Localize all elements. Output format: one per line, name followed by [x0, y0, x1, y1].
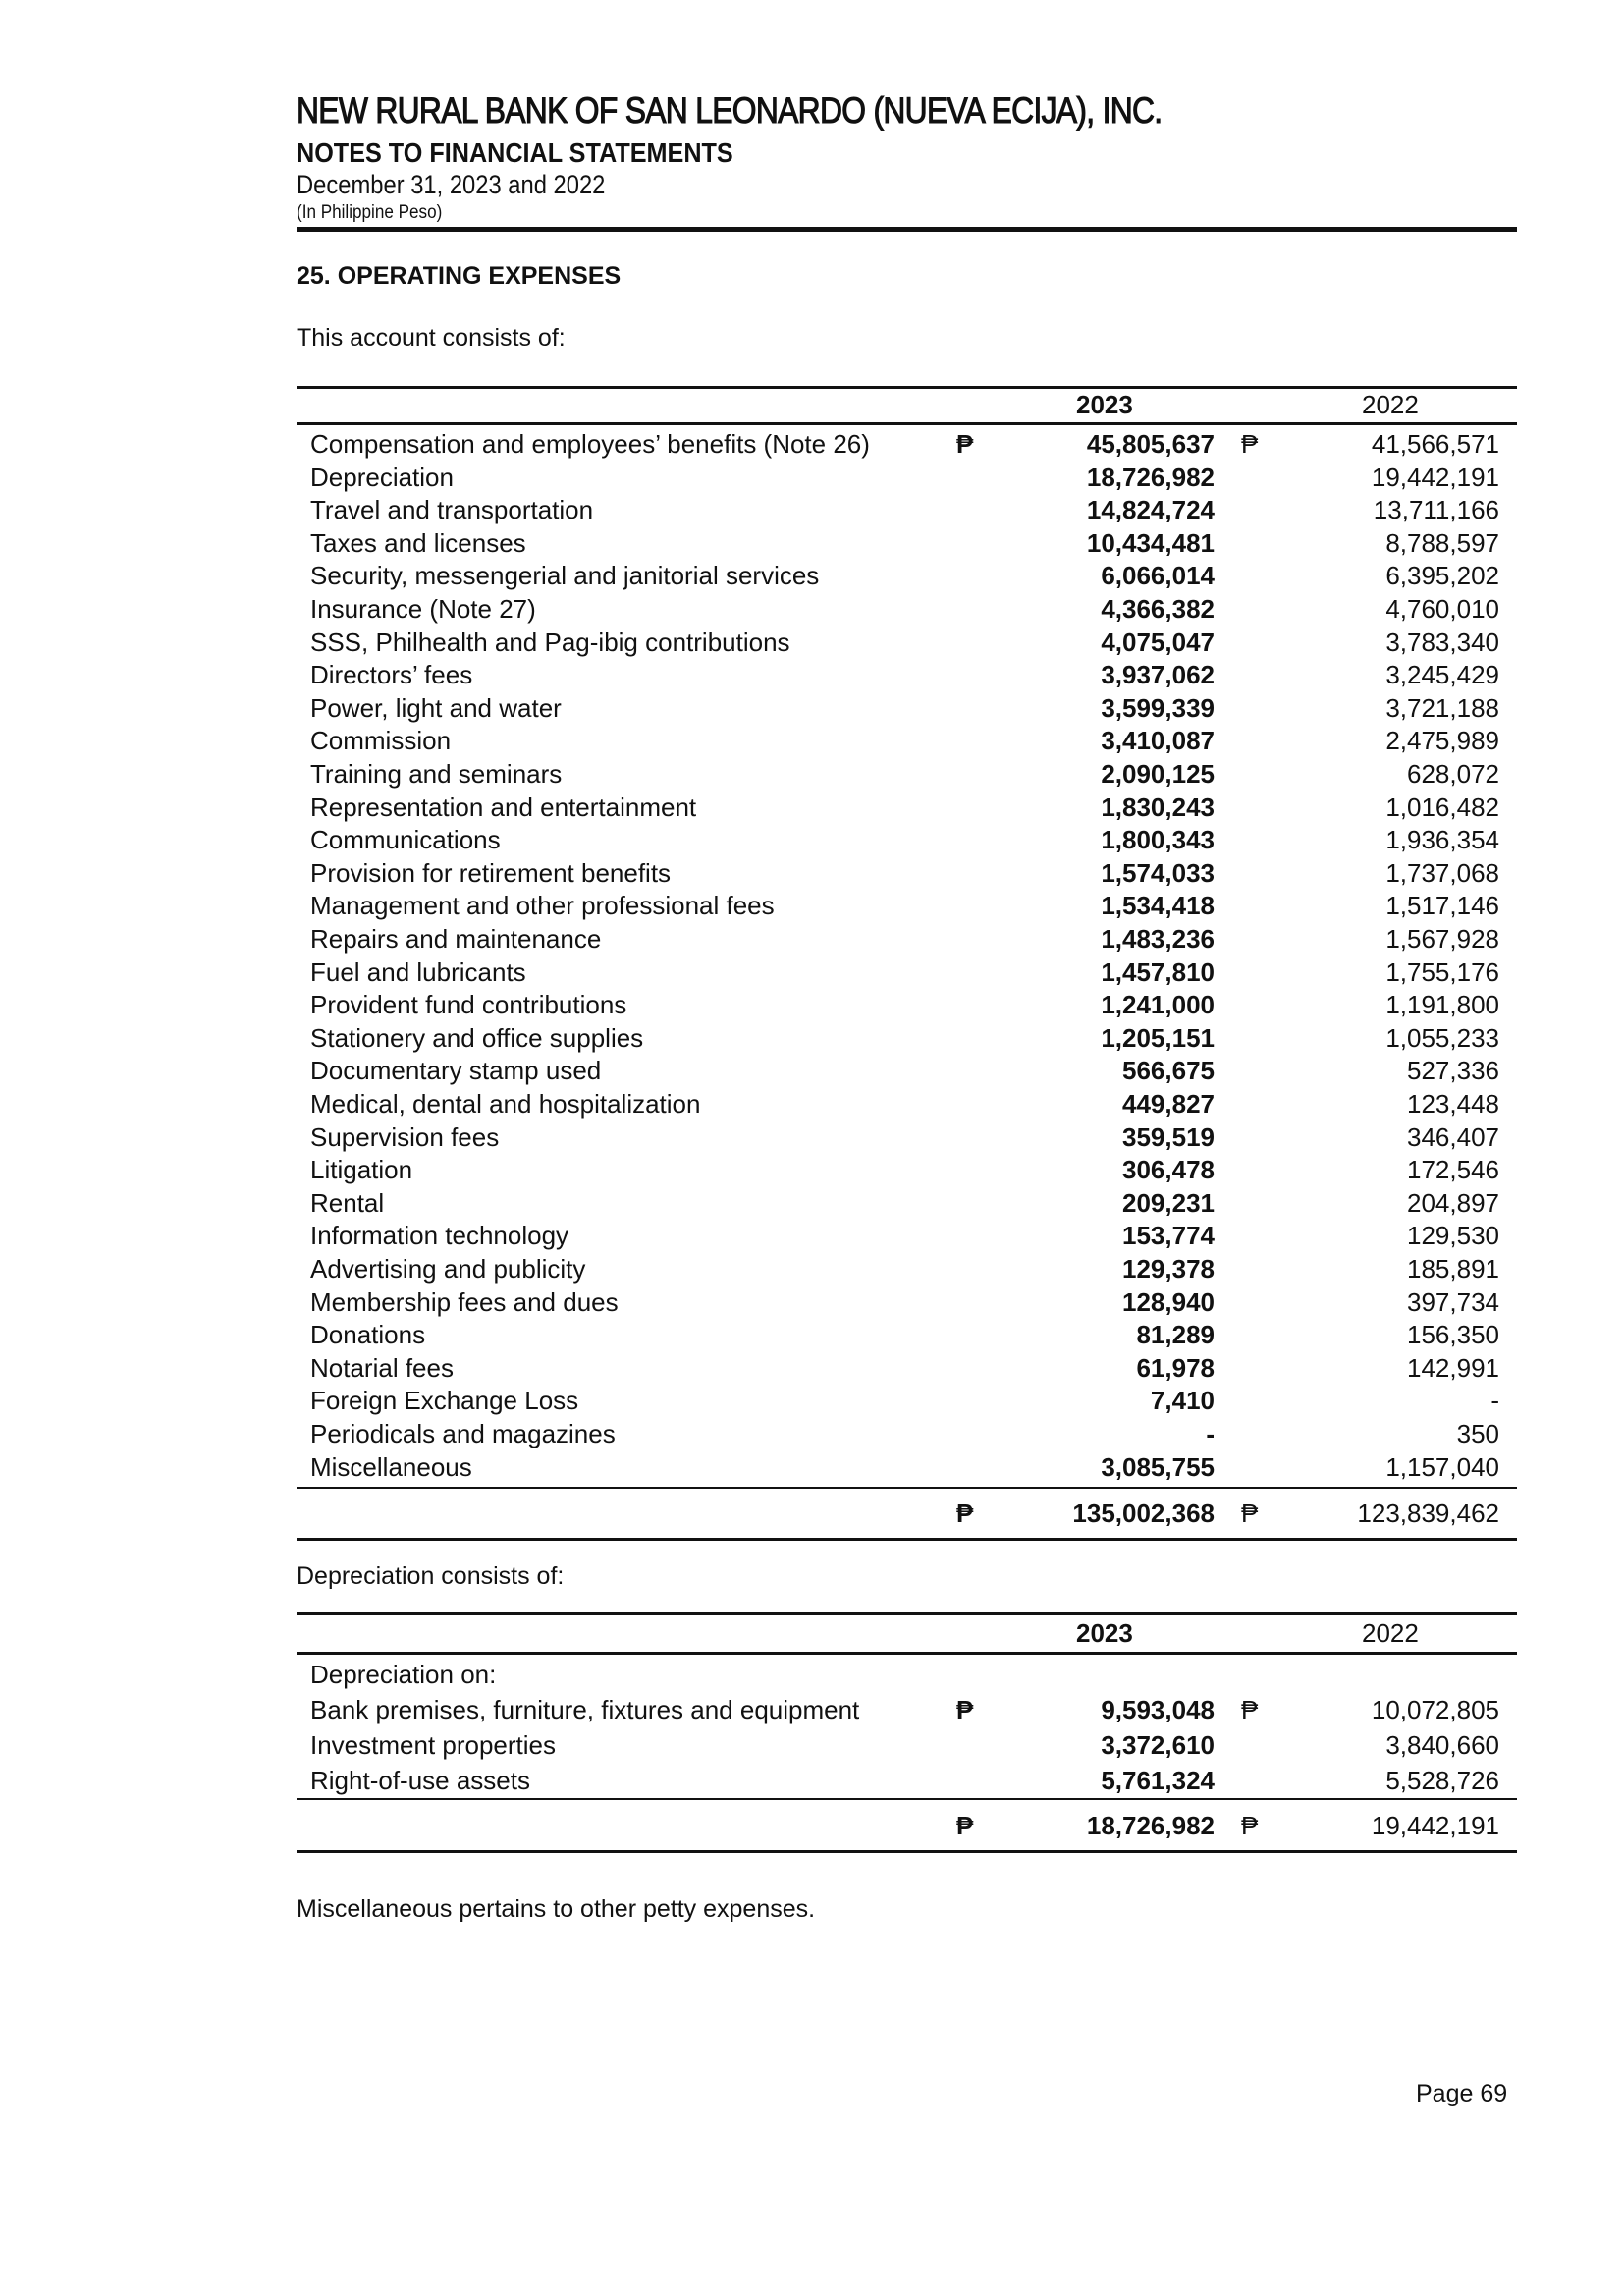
row-label: Notarial fees	[310, 1352, 454, 1383]
value-2023: 1,483,236	[1101, 924, 1215, 954]
table-row	[297, 757, 1517, 791]
value-2022: 1,755,176	[1385, 956, 1499, 987]
row-label: Donations	[310, 1320, 426, 1350]
value-2022: 3,245,429	[1385, 660, 1499, 690]
total-bottom-rule	[297, 1538, 1517, 1541]
peso-sign-icon: ₱	[1241, 1499, 1259, 1529]
table-row	[297, 526, 1517, 560]
value-2023: 3,085,755	[1101, 1451, 1215, 1482]
table-header-row	[297, 1616, 1517, 1650]
value-2022: 527,336	[1407, 1056, 1499, 1086]
subheading-row	[297, 1658, 1517, 1691]
value-2023: 5,761,324	[1101, 1766, 1215, 1795]
row-label: Directors’ fees	[310, 660, 473, 690]
table-row	[297, 823, 1517, 856]
total-bottom-rule	[297, 1850, 1517, 1853]
row-label: Membership fees and dues	[310, 1286, 619, 1317]
currency-unit: (In Philippine Peso)	[297, 202, 443, 223]
value-2022: 350	[1456, 1419, 1499, 1448]
section-title: 25. OPERATING EXPENSES	[297, 262, 622, 290]
table-row	[297, 1087, 1517, 1120]
total-2022: 123,839,462	[1357, 1499, 1499, 1529]
page-number: Page 69	[1416, 2080, 1508, 2107]
total-row	[297, 1497, 1517, 1530]
value-2023: 1,830,243	[1101, 792, 1215, 822]
value-2023: 3,599,339	[1101, 692, 1215, 723]
value-2023: 1,205,151	[1101, 1022, 1215, 1053]
row-label: Advertising and publicity	[310, 1254, 586, 1284]
row-label: Provision for retirement benefits	[310, 857, 672, 888]
value-2022: 397,734	[1407, 1286, 1499, 1317]
operating-expenses-table	[297, 386, 1517, 1535]
table-row	[297, 658, 1517, 691]
header-divider	[297, 227, 1517, 232]
column-header-2022: 2022	[1362, 1618, 1419, 1648]
value-2023: 4,075,047	[1101, 627, 1215, 657]
table-row	[297, 1728, 1517, 1762]
value-2022: 1,191,800	[1385, 990, 1499, 1020]
document-subtitle: NOTES TO FINANCIAL STATEMENTS	[297, 137, 733, 168]
value-2023: 153,774	[1122, 1221, 1215, 1251]
row-label: Stationery and office supplies	[310, 1022, 644, 1053]
value-2022: 4,760,010	[1385, 594, 1499, 624]
value-2023: 1,574,033	[1101, 857, 1215, 888]
value-2022: 129,530	[1407, 1221, 1499, 1251]
value-2022: 1,055,233	[1385, 1022, 1499, 1053]
value-2023: 128,940	[1122, 1286, 1215, 1317]
value-2022: 172,546	[1407, 1155, 1499, 1185]
row-label: Supervision fees	[310, 1121, 500, 1152]
total-2023: 135,002,368	[1072, 1499, 1215, 1529]
peso-sign-icon: ₱	[956, 1695, 974, 1724]
table-row	[297, 1186, 1517, 1220]
section-intro: This account consists of:	[297, 324, 566, 352]
row-label: Investment properties	[310, 1730, 557, 1760]
table-row	[297, 461, 1517, 494]
value-2023: 3,410,087	[1101, 726, 1215, 756]
row-label: Provident fund contributions	[310, 990, 627, 1020]
reporting-period: December 31, 2023 and 2022	[297, 170, 606, 199]
row-label: Insurance (Note 27)	[310, 594, 536, 624]
value-2023: 209,231	[1122, 1187, 1215, 1218]
subtotal-rule	[297, 1487, 1517, 1489]
table-row	[297, 493, 1517, 526]
table-row	[297, 1351, 1517, 1385]
value-2023: 566,675	[1122, 1056, 1215, 1086]
header-bottom-rule	[297, 422, 1517, 425]
value-2023: 45,805,637	[1086, 429, 1215, 459]
value-2022: 41,566,571	[1371, 429, 1499, 459]
table-row	[297, 922, 1517, 956]
value-2022: 185,891	[1407, 1254, 1499, 1284]
value-2023: 1,241,000	[1101, 990, 1215, 1020]
table-row	[297, 592, 1517, 626]
table-row	[297, 427, 1517, 461]
depreciation-table	[297, 1612, 1517, 1868]
value-2022: 123,448	[1407, 1089, 1499, 1119]
value-2023: 1,457,810	[1101, 956, 1215, 987]
row-label: Power, light and water	[310, 692, 562, 723]
table-row	[297, 1318, 1517, 1351]
value-2023: 6,066,014	[1101, 561, 1215, 591]
value-2023: 449,827	[1122, 1089, 1215, 1119]
value-2022: 1,517,146	[1385, 891, 1499, 921]
row-label: Depreciation on:	[310, 1660, 497, 1689]
table-row	[297, 691, 1517, 725]
table-row	[297, 856, 1517, 890]
value-2023: 9,593,048	[1101, 1695, 1215, 1724]
table-header-row	[297, 388, 1517, 421]
row-label: Travel and transportation	[310, 495, 594, 525]
table-row	[297, 1054, 1517, 1087]
value-2022: 346,407	[1407, 1121, 1499, 1152]
value-2023: 61,978	[1136, 1352, 1215, 1383]
value-2022: 3,721,188	[1385, 692, 1499, 723]
table-row	[297, 1417, 1517, 1450]
column-header-2023: 2023	[1076, 390, 1133, 419]
row-label: Communications	[310, 825, 501, 855]
value-2023: 359,519	[1122, 1121, 1215, 1152]
value-2022: -	[1490, 1386, 1499, 1416]
row-label: Commission	[310, 726, 452, 756]
value-2022: 8,788,597	[1385, 527, 1499, 558]
table-row	[297, 724, 1517, 757]
table-row	[297, 1693, 1517, 1726]
peso-sign-icon: ₱	[956, 1499, 974, 1529]
table-row	[297, 791, 1517, 824]
row-label: Training and seminars	[310, 759, 563, 789]
row-label: Miscellaneous	[310, 1451, 472, 1482]
value-2022: 156,350	[1407, 1320, 1499, 1350]
total-2022: 19,442,191	[1371, 1811, 1499, 1840]
value-2023: 81,289	[1136, 1320, 1215, 1350]
row-label: Repairs and maintenance	[310, 924, 602, 954]
value-2023: 2,090,125	[1101, 759, 1215, 789]
value-2023: 1,534,418	[1101, 891, 1215, 921]
value-2022: 1,567,928	[1385, 924, 1499, 954]
row-label: Bank premises, furniture, fixtures and equipment	[310, 1695, 860, 1724]
row-label: Depreciation	[310, 462, 454, 492]
total-2023: 18,726,982	[1086, 1811, 1215, 1840]
subtotal-rule	[297, 1798, 1517, 1800]
table-row	[297, 1285, 1517, 1319]
value-2023: 18,726,982	[1086, 462, 1215, 492]
value-2023: 14,824,724	[1086, 495, 1215, 525]
row-label: Management and other professional fees	[310, 891, 775, 921]
row-label: Foreign Exchange Loss	[310, 1386, 579, 1416]
table-row	[297, 1252, 1517, 1285]
row-label: Security, messengerial and janitorial services	[310, 561, 820, 591]
value-2023: 306,478	[1122, 1155, 1215, 1185]
value-2022: 1,157,040	[1385, 1451, 1499, 1482]
table-row	[297, 559, 1517, 592]
peso-sign-icon: ₱	[956, 1811, 974, 1840]
peso-sign-icon: ₱	[956, 429, 974, 459]
peso-sign-icon: ₱	[1241, 429, 1259, 459]
row-label: Right-of-use assets	[310, 1766, 530, 1795]
table-row	[297, 1021, 1517, 1055]
table-row	[297, 889, 1517, 922]
depreciation-intro: Depreciation consists of:	[297, 1562, 565, 1590]
peso-sign-icon: ₱	[1241, 1811, 1259, 1840]
value-2023: 4,366,382	[1101, 594, 1215, 624]
row-label: SSS, Philhealth and Pag-ibig contributions	[310, 627, 790, 657]
row-label: Medical, dental and hospitalization	[310, 1089, 701, 1119]
table-row	[297, 1219, 1517, 1252]
table-row	[297, 1120, 1517, 1154]
value-2022: 1,737,068	[1385, 857, 1499, 888]
value-2023: 3,372,610	[1101, 1730, 1215, 1760]
column-header-2023: 2023	[1076, 1618, 1133, 1648]
company-name: NEW RURAL BANK OF SAN LEONARDO (NUEVA ECIJA), INC.	[297, 90, 1163, 131]
row-label: Compensation and employees’ benefits (Note 26)	[310, 429, 870, 459]
row-label: Litigation	[310, 1155, 413, 1185]
row-label: Fuel and lubricants	[310, 956, 526, 987]
row-label: Rental	[310, 1187, 385, 1218]
value-2023: 129,378	[1122, 1254, 1215, 1284]
table-row	[297, 956, 1517, 989]
value-2022: 13,711,166	[1373, 495, 1499, 525]
value-2023: -	[1206, 1419, 1215, 1448]
value-2023: 3,937,062	[1101, 660, 1215, 690]
table-row	[297, 626, 1517, 659]
table-row	[297, 1764, 1517, 1797]
value-2022: 3,783,340	[1385, 627, 1499, 657]
table-row	[297, 988, 1517, 1021]
table-row	[297, 1153, 1517, 1186]
table-row	[297, 1450, 1517, 1484]
value-2022: 1,936,354	[1385, 825, 1499, 855]
row-label: Documentary stamp used	[310, 1056, 602, 1086]
value-2023: 10,434,481	[1086, 527, 1215, 558]
row-label: Taxes and licenses	[310, 527, 526, 558]
value-2023: 1,800,343	[1101, 825, 1215, 855]
value-2023: 7,410	[1150, 1386, 1215, 1416]
value-2022: 2,475,989	[1385, 726, 1499, 756]
value-2022: 204,897	[1407, 1187, 1499, 1218]
row-label: Periodicals and magazines	[310, 1419, 616, 1448]
value-2022: 628,072	[1407, 759, 1499, 789]
table-row	[297, 1384, 1517, 1417]
row-label: Information technology	[310, 1221, 569, 1251]
value-2022: 142,991	[1407, 1352, 1499, 1383]
value-2022: 1,016,482	[1385, 792, 1499, 822]
peso-sign-icon: ₱	[1241, 1695, 1259, 1724]
row-label: Representation and entertainment	[310, 792, 697, 822]
column-header-2022: 2022	[1362, 390, 1419, 419]
total-row	[297, 1809, 1517, 1842]
footnote: Miscellaneous pertains to other petty expenses.	[297, 1895, 816, 1923]
value-2022: 3,840,660	[1385, 1730, 1499, 1760]
value-2022: 5,528,726	[1385, 1766, 1499, 1795]
value-2022: 19,442,191	[1371, 462, 1499, 492]
value-2022: 6,395,202	[1385, 561, 1499, 591]
header-bottom-rule	[297, 1652, 1517, 1655]
table-top-rule	[297, 1612, 1517, 1615]
value-2022: 10,072,805	[1371, 1695, 1499, 1724]
